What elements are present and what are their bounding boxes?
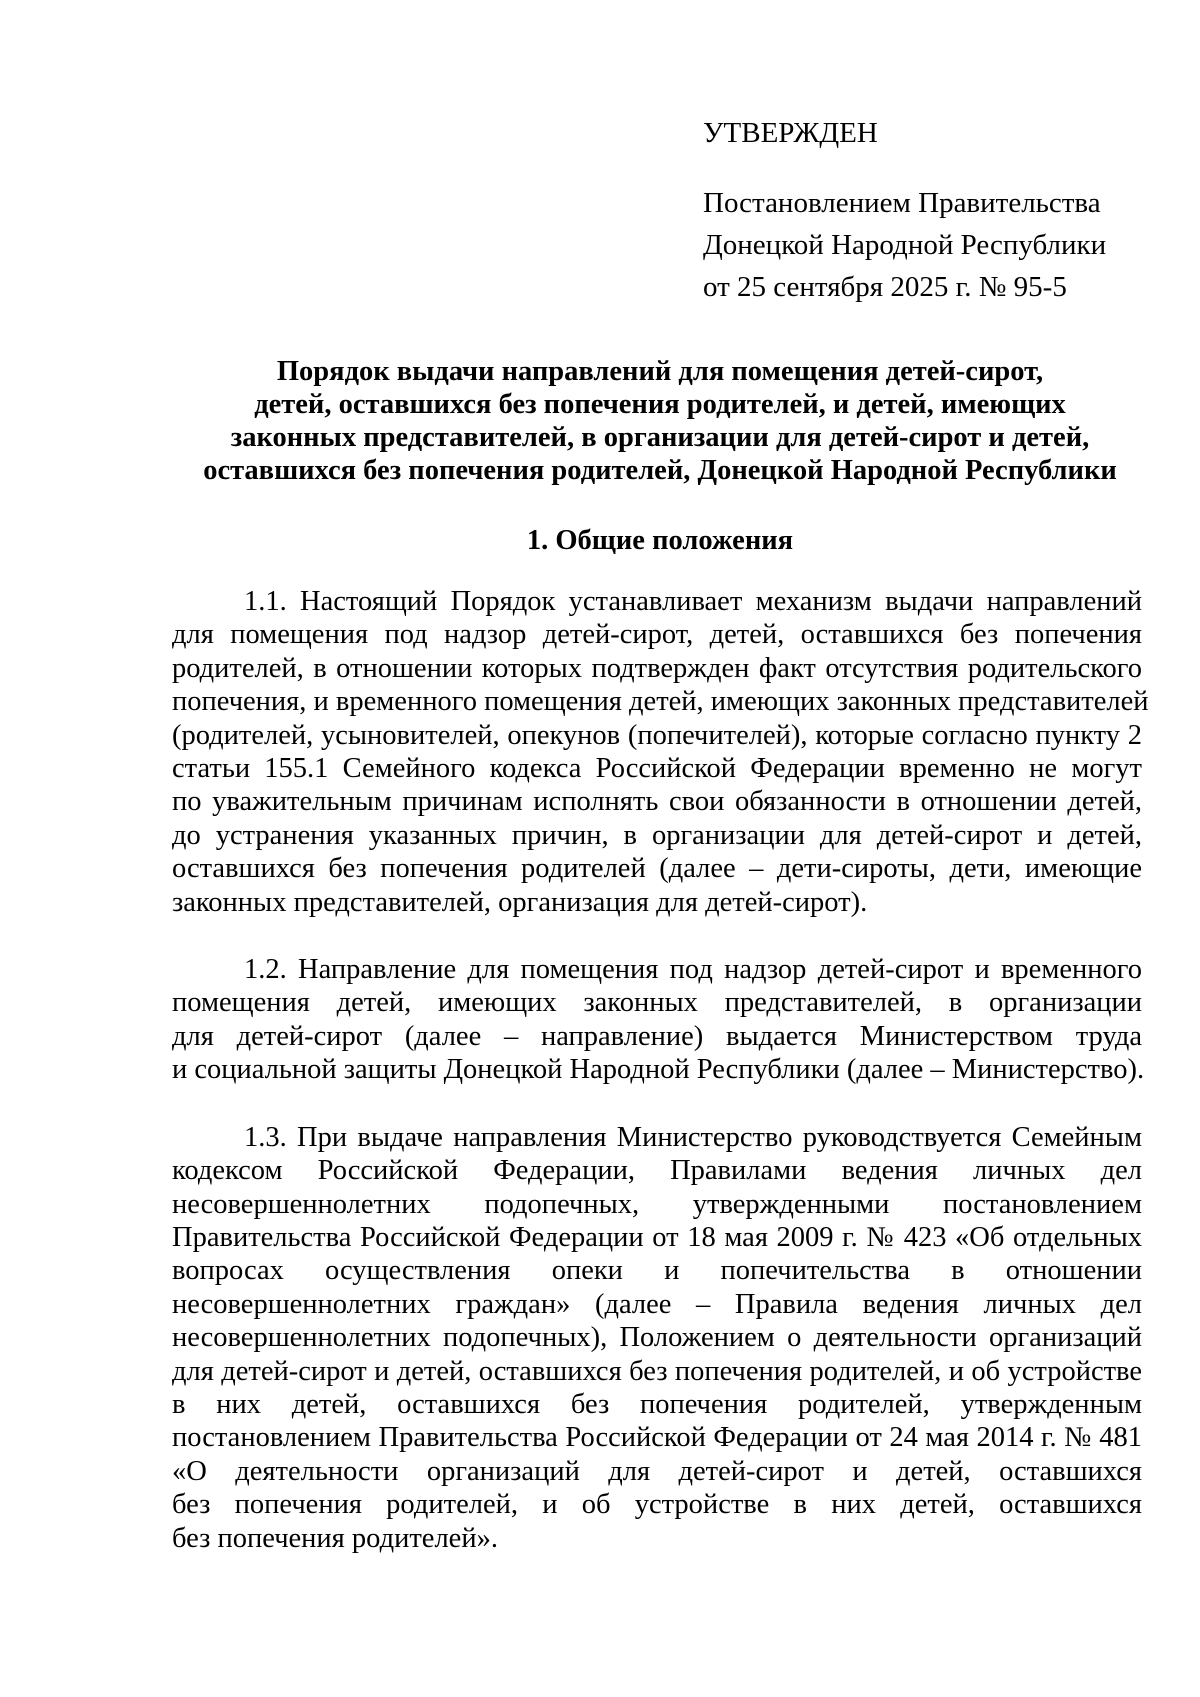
paragraph-line: 1.1. Настоящий Порядок устанавливает механизм выдачи направлений bbox=[244, 586, 1142, 617]
paragraph-line: статьи 155.1 Семейного кодекса Российской Федерации временно не могут bbox=[172, 753, 1142, 785]
paragraph-line: несовершеннолетних подопечных, утвержденными постановлением bbox=[172, 1188, 1142, 1220]
paragraph-line: оставшихся без попечения родителей (далее – дети-сироты, дети, имеющие bbox=[172, 853, 1142, 885]
title-line: Порядок выдачи направлений для помещения детей-сирот, bbox=[276, 356, 1044, 387]
paragraph-line: кодексом Российской Федерации, Правилами ведения личных дел bbox=[172, 1155, 1142, 1187]
document-title bbox=[160, 355, 1160, 487]
paragraph-line: до устранения указанных причин, в организации для детей-сирот и детей, bbox=[172, 819, 1142, 851]
paragraph-line: помещения детей, имеющих законных представителей, в организации bbox=[172, 987, 1142, 1019]
paragraph-line: несовершеннолетних подопечных), Положением о деятельности организаций bbox=[172, 1322, 1142, 1354]
section-body bbox=[172, 585, 1149, 1589]
paragraph-line: 1.3. При выдаче направления Министерство руководствуется Семейным bbox=[244, 1121, 1142, 1153]
paragraph-line: в них детей, оставшихся без попечения родителей, утвержденным bbox=[172, 1388, 1142, 1420]
section-heading: 1. Общие положения bbox=[526, 525, 794, 556]
paragraph-line: (родителей, усыновителей, опекунов (попечителей), которые согласно пункту 2 bbox=[172, 719, 1142, 751]
title-line: оставшихся без попечения родителей, Донецкой Народной Республики bbox=[203, 455, 1117, 486]
paragraph-line: для детей-сирот и детей, оставшихся без попечения родителей, и об устройстве bbox=[172, 1355, 1142, 1387]
title-line: детей, оставшихся без попечения родителей, и детей, имеющих bbox=[254, 389, 1066, 420]
paragraph-1-1 bbox=[172, 585, 1149, 919]
paragraph-line: постановлением Правительства Российской Федерации от 24 мая 2014 г. № 481 bbox=[172, 1422, 1142, 1454]
paragraph-line: «О деятельности организаций для детей-сирот и детей, оставшихся bbox=[172, 1455, 1142, 1487]
paragraph-line: 1.2. Направление для помещения под надзор детей-сирот и временного bbox=[244, 954, 1142, 986]
paragraph-line: по уважительным причинам исполнять свои обязанности в отношении детей, bbox=[172, 786, 1142, 818]
paragraph-line: законных представителей, организация для детей-сирот). bbox=[172, 886, 868, 918]
paragraph-line: для детей-сирот (далее – направление) выдается Министерством труда bbox=[172, 1020, 1142, 1052]
paragraph-line: несовершеннолетних граждан» (далее – Правила ведения личных дел bbox=[172, 1288, 1142, 1320]
paragraph-line: без попечения родителей, и об устройстве в них детей, оставшихся bbox=[172, 1489, 1142, 1521]
approved-stamp-text: УТВЕРЖДЕН bbox=[703, 117, 878, 149]
title-line: законных представителей, в организации для детей-сирот и детей, bbox=[230, 422, 1090, 453]
approval-line: Постановлением Правительства bbox=[703, 187, 1101, 219]
paragraph-line: без попечения родителей». bbox=[172, 1522, 498, 1554]
approval-line: от 25 сентября 2025 г. № 95-5 bbox=[703, 271, 1067, 303]
paragraph-line: попечения, и временного помещения детей, имеющих законных представителей bbox=[172, 686, 1149, 718]
paragraph-line: Правительства Российской Федерации от 18 мая 2009 г. № 423 «Об отдельных bbox=[172, 1221, 1142, 1253]
paragraph-line: для помещения под надзор детей-сирот, детей, оставшихся без попечения bbox=[172, 619, 1142, 651]
approval-line: Донецкой Народной Республики bbox=[703, 229, 1107, 261]
paragraph-line: родителей, в отношении которых подтвержден факт отсутствия родительского bbox=[172, 652, 1142, 684]
paragraph-1-3 bbox=[172, 1121, 1142, 1555]
paragraph-line: и социальной защиты Донецкой Народной Республики (далее – Министерство). bbox=[172, 1054, 1145, 1086]
approval-block bbox=[703, 112, 1143, 308]
paragraph-1-2 bbox=[172, 953, 1145, 1087]
paragraph-line: вопросах осуществления опеки и попечительства в отношении bbox=[172, 1255, 1142, 1287]
